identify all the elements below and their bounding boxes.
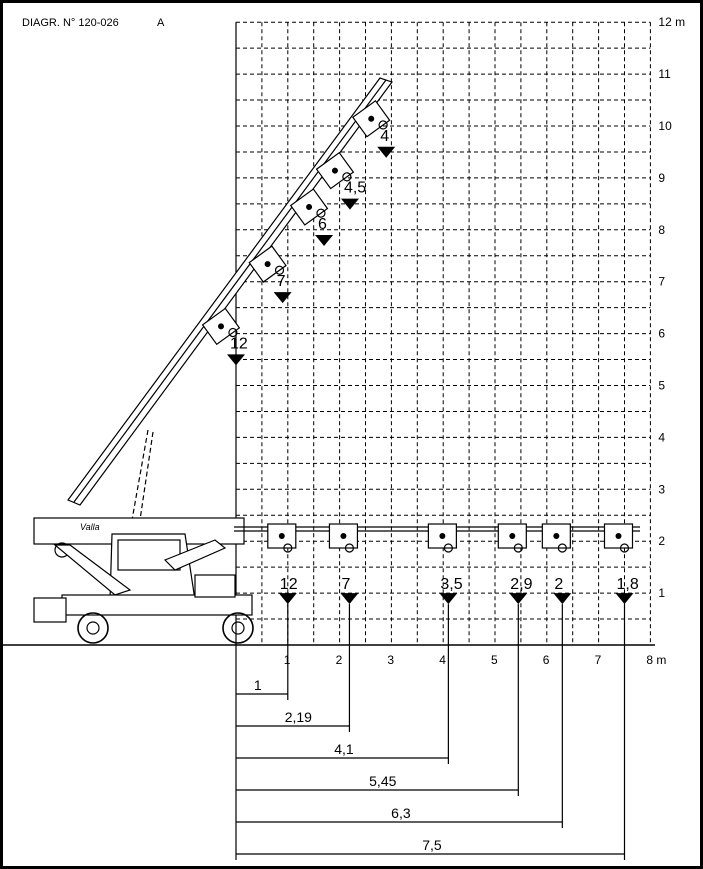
y-tick-label: 2 xyxy=(658,534,666,549)
horizontal-capacity-label: 7 xyxy=(341,576,351,594)
diagram-variant: A xyxy=(157,17,165,29)
horizontal-load-markers xyxy=(268,524,639,604)
radius-dimensions xyxy=(236,604,625,860)
x-tick-label: 3 xyxy=(387,653,395,667)
horizontal-capacity-label: 2,9 xyxy=(510,576,533,594)
boom-capacity-label: 6 xyxy=(318,215,327,233)
diagram-number: DIAGR. N° 120-026 xyxy=(22,17,119,29)
y-tick-label: 8 xyxy=(658,222,666,237)
jib-head xyxy=(605,524,633,552)
load-point-marker xyxy=(509,593,527,604)
dimension-label: 4,1 xyxy=(334,741,354,757)
load-point-marker xyxy=(340,593,358,604)
x-tick-label: 8 m xyxy=(646,653,667,667)
jib-head xyxy=(498,524,526,552)
y-tick-label: 4 xyxy=(658,430,666,445)
boom-capacity-label: 7 xyxy=(276,273,286,291)
y-tick-label: 5 xyxy=(658,378,666,393)
x-tick-label: 6 xyxy=(542,653,550,667)
y-tick-label: 9 xyxy=(658,170,666,185)
jib-head xyxy=(542,524,570,552)
boom-strut-2 xyxy=(140,432,153,520)
y-tick-label: 11 xyxy=(658,67,671,82)
rear-wheel-hub xyxy=(232,622,244,634)
boom-capacity-label: 12 xyxy=(230,335,248,353)
jib-head xyxy=(428,524,456,552)
engine-box xyxy=(195,575,235,597)
counterweight xyxy=(34,598,66,622)
load-point-marker xyxy=(616,593,634,604)
y-tick-label: 12 m xyxy=(658,15,686,30)
y-tick-label: 6 xyxy=(658,326,666,341)
jib-head xyxy=(329,524,357,552)
horizontal-capacity-label: 3,5 xyxy=(440,576,463,594)
boom-load-markers xyxy=(203,101,396,366)
boom-strut xyxy=(132,430,148,520)
x-tick-label: 4 xyxy=(439,653,446,667)
brand-logo: Valla xyxy=(80,522,100,532)
dimension-label: 7,5 xyxy=(422,837,442,853)
x-axis-ticks xyxy=(284,653,667,667)
front-wheel-hub xyxy=(87,622,99,634)
horizontal-capacity-label: 12 xyxy=(279,576,298,594)
y-tick-label: 1 xyxy=(658,586,666,601)
load-point-marker xyxy=(315,235,333,246)
chassis xyxy=(62,595,252,615)
load-point-marker xyxy=(553,593,571,604)
jib-head xyxy=(268,524,296,552)
rear-wheel xyxy=(223,613,253,643)
boom-capacity-label: 4,5 xyxy=(343,179,367,197)
dimension-label: 1 xyxy=(253,677,262,693)
boom-capacity-label: 4 xyxy=(380,127,390,145)
x-tick-label: 1 xyxy=(283,653,291,667)
y-tick-label: 10 xyxy=(658,119,672,133)
y-tick-label: 7 xyxy=(658,274,666,289)
grid xyxy=(236,22,650,860)
x-tick-label: 2 xyxy=(335,653,343,667)
load-point-marker xyxy=(274,292,292,303)
load-point-marker xyxy=(439,593,457,604)
horizontal-capacity-label: 2 xyxy=(554,576,564,594)
load-point-marker xyxy=(279,593,297,604)
load-point-marker xyxy=(227,354,245,365)
front-wheel xyxy=(78,613,108,643)
dimension-label: 2,19 xyxy=(284,709,312,725)
horizontal-capacity-label: 1,8 xyxy=(616,576,639,594)
dimension-label: 5,45 xyxy=(369,773,397,789)
x-tick-label: 7 xyxy=(594,653,602,667)
x-tick-label: 5 xyxy=(491,653,498,667)
y-axis-ticks xyxy=(658,15,685,600)
dimension-label: 6,3 xyxy=(391,805,411,821)
y-tick-label: 3 xyxy=(658,482,666,497)
